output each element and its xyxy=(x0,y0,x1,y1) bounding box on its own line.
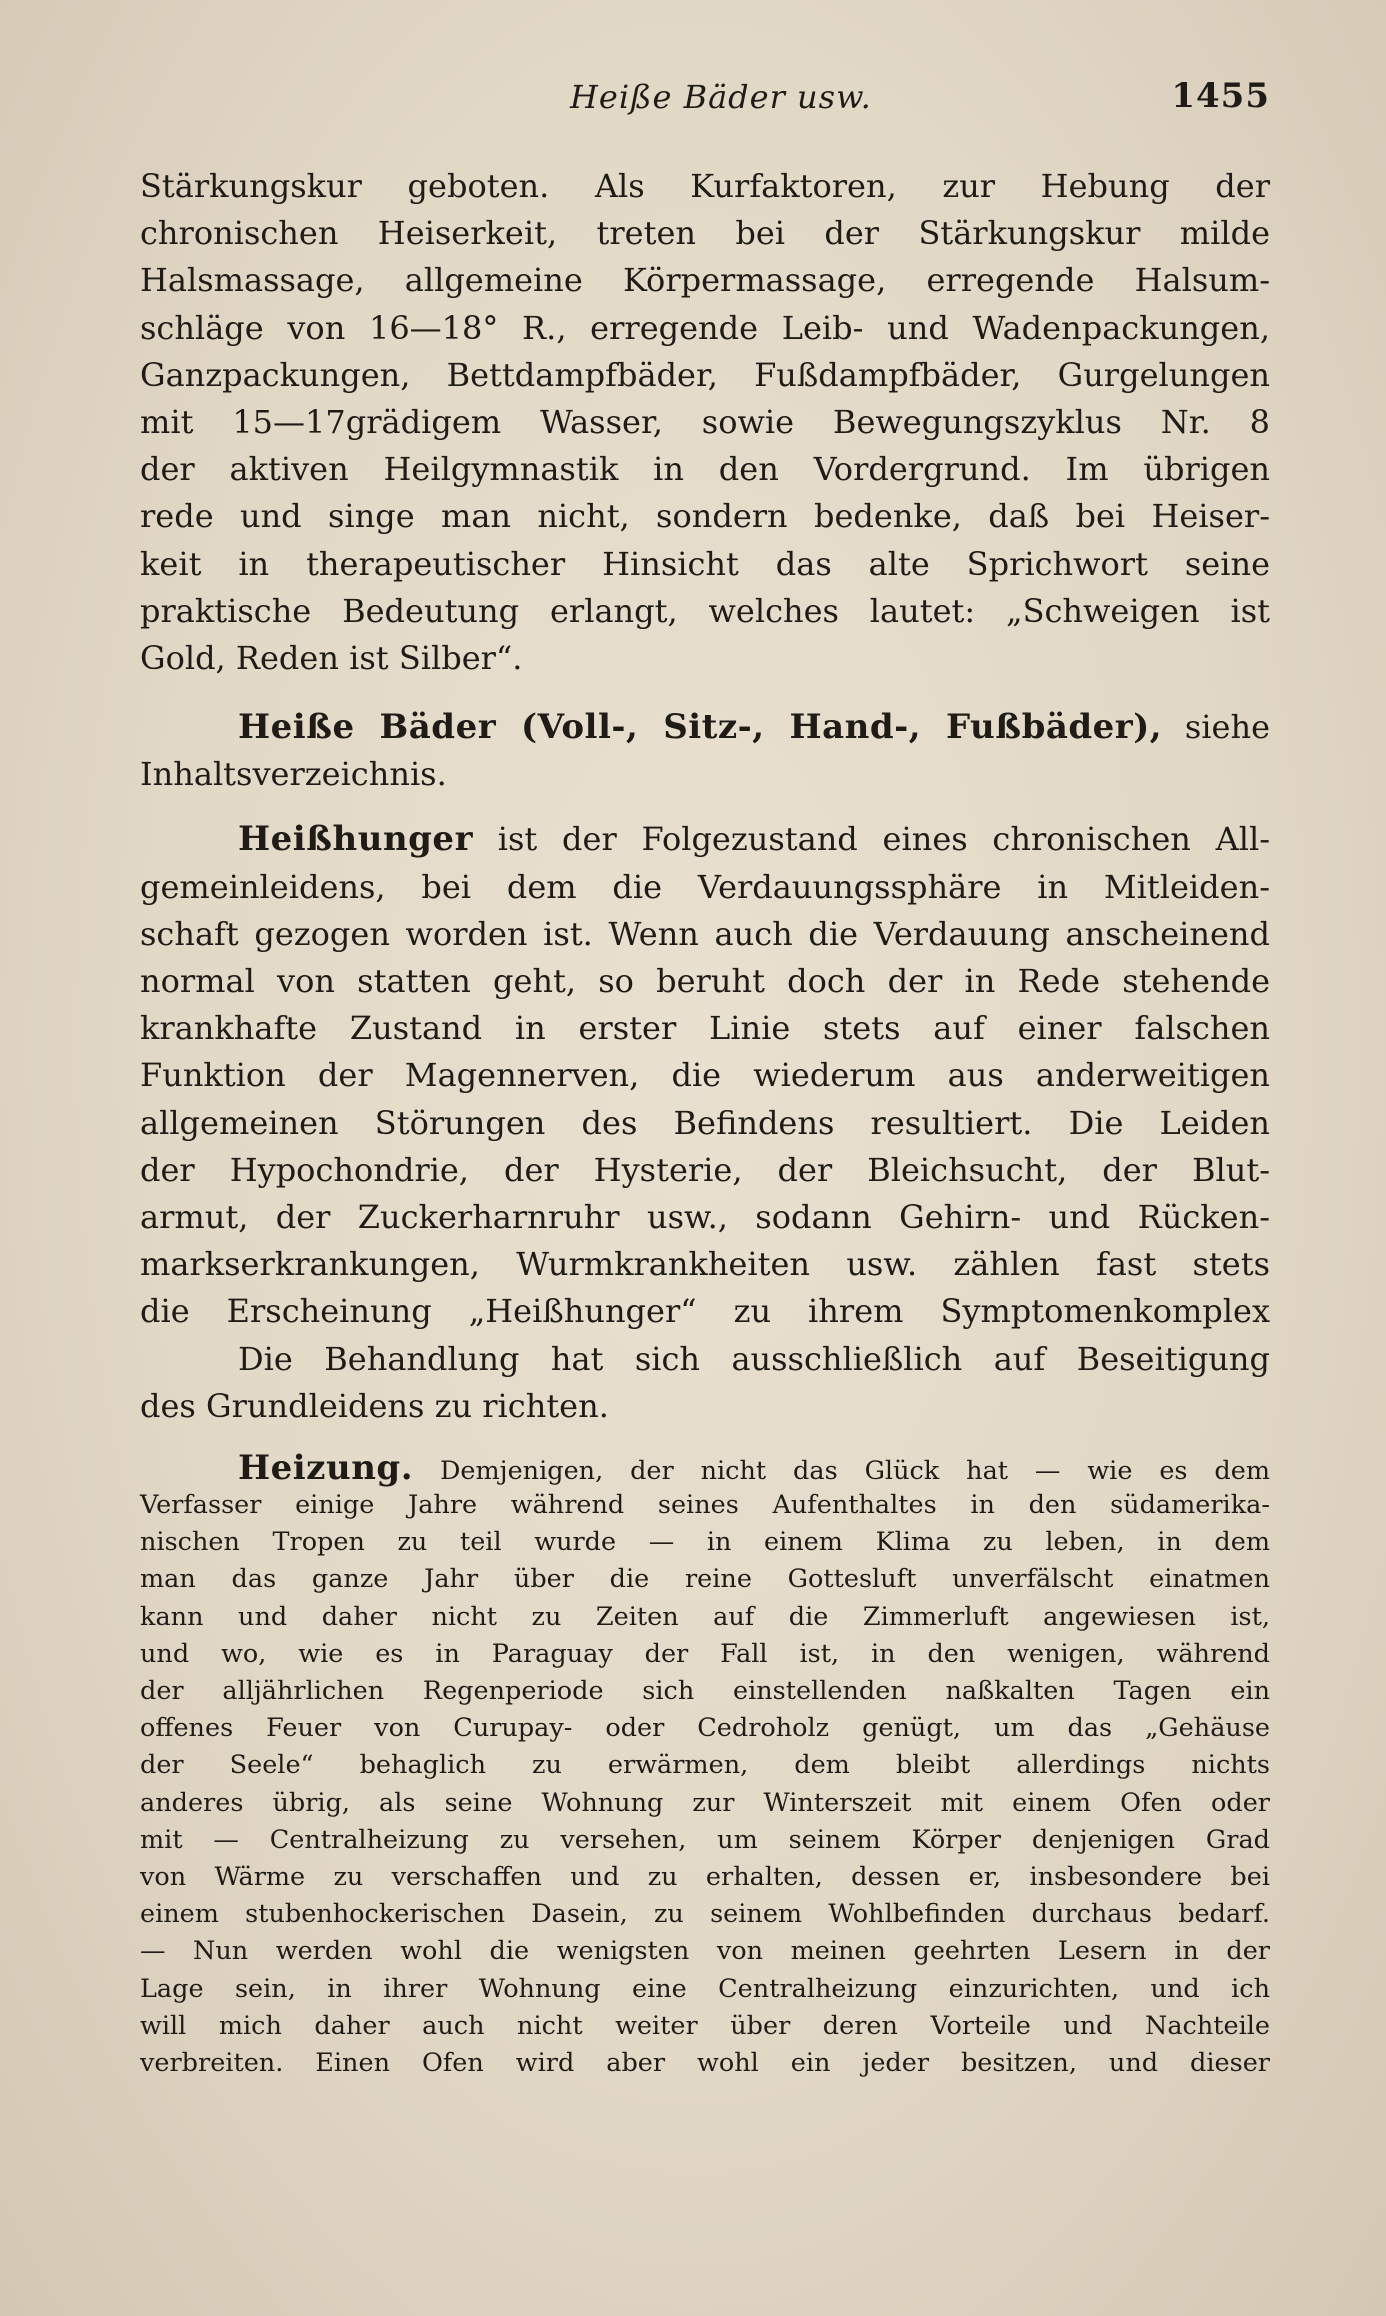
entry-lemma: Heiße Bäder (Voll-, Sitz-, Hand-, Fußbäder), xyxy=(238,707,1163,748)
text-line: will mich daher auch nicht weiter über deren Vorteile und Nachteile xyxy=(140,2010,1270,2041)
text-line: Gold, Reden ist Silber“. xyxy=(140,638,523,677)
text-line: krankhafte Zustand in erster Linie stets auf einer falschen xyxy=(140,1009,1270,1048)
paragraph-stärkungskur xyxy=(140,163,1270,682)
page-number: 1455 xyxy=(1171,76,1270,116)
text-line: von Wärme zu verschaffen und zu erhalten, dessen er, insbesondere bei xyxy=(140,1861,1270,1892)
entry-first-line xyxy=(140,1447,1271,1488)
paragraph-behandlung xyxy=(140,1336,1270,1430)
text-line: schaft gezogen worden ist. Wenn auch die Verdauung anscheinend xyxy=(140,914,1270,953)
text-line: — Nun werden wohl die wenigsten von meinen geehrten Lesern in der xyxy=(140,1936,1270,1967)
text-line: kann und daher nicht zu Zeiten auf die Zimmerluft angewiesen ist, xyxy=(140,1601,1270,1632)
entry-heisse-baeder xyxy=(140,704,1270,798)
text-line: markserkrankungen, Wurmkrankheiten usw. zählen fast stets xyxy=(140,1245,1270,1284)
text-line: Die Behandlung hat sich ausschließlich auf Beseitigung xyxy=(238,1339,1270,1378)
text-line: man das ganze Jahr über die reine Gottesluft unverfälscht einatmen xyxy=(140,1564,1270,1595)
entry-first-line xyxy=(140,816,1270,863)
entry-first-line xyxy=(140,704,1270,751)
text-line: praktische Bedeutung erlangt, welches lautet: „Schweigen ist xyxy=(140,591,1270,630)
text-line: anderes übrig, als seine Wohnung zur Winterszeit mit einem Ofen oder xyxy=(140,1787,1270,1818)
text-line: keit in therapeutischer Hinsicht das alte Sprichwort seine xyxy=(140,544,1270,583)
entry-heisshunger xyxy=(140,816,1270,1335)
text-line: Funktion der Magennerven, die wiederum aus anderweitigen xyxy=(140,1056,1270,1095)
text-line: nischen Tropen zu teil wurde — in einem Klima zu leben, in dem xyxy=(140,1527,1270,1558)
text-line: Inhaltsverzeichnis. xyxy=(140,755,447,794)
entry-text: siehe xyxy=(1184,708,1271,747)
text-line: einem stubenhockerischen Dasein, zu seinem Wohlbefinden durchaus bedarf. xyxy=(140,1899,1270,1930)
text-line: schläge von 16—18° R., erregende Leib- und Wadenpackungen, xyxy=(140,308,1270,347)
text-line: der Seele“ behaglich zu erwärmen, dem bleibt allerdings nichts xyxy=(140,1750,1270,1781)
entry-lemma: Heißhunger xyxy=(238,819,473,860)
text-line: der aktiven Heilgymnastik in den Vordergrund. Im übrigen xyxy=(140,450,1270,489)
text-line: normal von statten geht, so beruht doch der in Rede stehende xyxy=(140,962,1270,1000)
text-line: der Hypochondrie, der Hysterie, der Bleichsucht, der Blut- xyxy=(140,1150,1270,1189)
text-line: Stärkungskur geboten. Als Kurfaktoren, zur Hebung der xyxy=(140,167,1270,205)
running-head: Heiße Bäder usw. xyxy=(570,78,872,116)
page-body xyxy=(140,163,1270,2082)
entry-text: Demjenigen, der nicht das Glück hat — wie es dem xyxy=(439,1455,1271,1486)
text-line: gemeinleidens, bei dem die Verdauungssphäre in Mitleiden- xyxy=(140,867,1270,906)
text-line: chronischen Heiserkeit, treten bei der Stärkungskur milde xyxy=(140,214,1270,253)
text-line: der alljährlichen Regenperiode sich einstellenden naßkalten Tagen ein xyxy=(140,1676,1270,1706)
entry-heizung xyxy=(140,1447,1271,2082)
text-line: Verfasser einige Jahre während seines Aufenthaltes in den südamerika- xyxy=(140,1490,1270,1521)
text-line: Halsmassage, allgemeine Körpermassage, erregende Halsum- xyxy=(140,261,1270,300)
page-header xyxy=(140,78,1270,128)
text-line: die Erscheinung „Heißhunger“ zu ihrem Symptomenkomplex xyxy=(140,1292,1270,1331)
text-line: mit 15—17grädigem Wasser, sowie Bewegungszyklus Nr. 8 xyxy=(140,402,1270,441)
entry-text: ist der Folgezustand eines chronischen All- xyxy=(497,820,1271,859)
text-line: Ganzpackungen, Bettdampfbäder, Fußdampfbäder, Gurgelungen xyxy=(140,355,1270,394)
text-line: mit — Centralheizung zu versehen, um seinem Körper denjenigen Grad xyxy=(140,1824,1270,1855)
text-line: allgemeinen Störungen des Befindens resultiert. Die Leiden xyxy=(140,1103,1270,1142)
text-line: und wo, wie es in Paraguay der Fall ist, in den wenigen, während xyxy=(140,1638,1270,1669)
text-line: offenes Feuer von Curupay- oder Cedroholz genügt, um das „Gehäuse xyxy=(140,1713,1270,1744)
text-line: verbreiten. Einen Ofen wird aber wohl ein jeder besitzen, und dieser xyxy=(140,2047,1270,2078)
text-line: des Grundleidens zu richten. xyxy=(140,1386,609,1425)
text-line: armut, der Zuckerharnruhr usw., sodann Gehirn- und Rücken- xyxy=(140,1197,1270,1236)
entry-lemma: Heizung. xyxy=(238,1447,414,1488)
text-line: rede und singe man nicht, sondern bedenke, daß bei Heiser- xyxy=(140,497,1270,536)
text-line: Lage sein, in ihrer Wohnung eine Centralheizung einzurichten, und ich xyxy=(140,1973,1270,2004)
